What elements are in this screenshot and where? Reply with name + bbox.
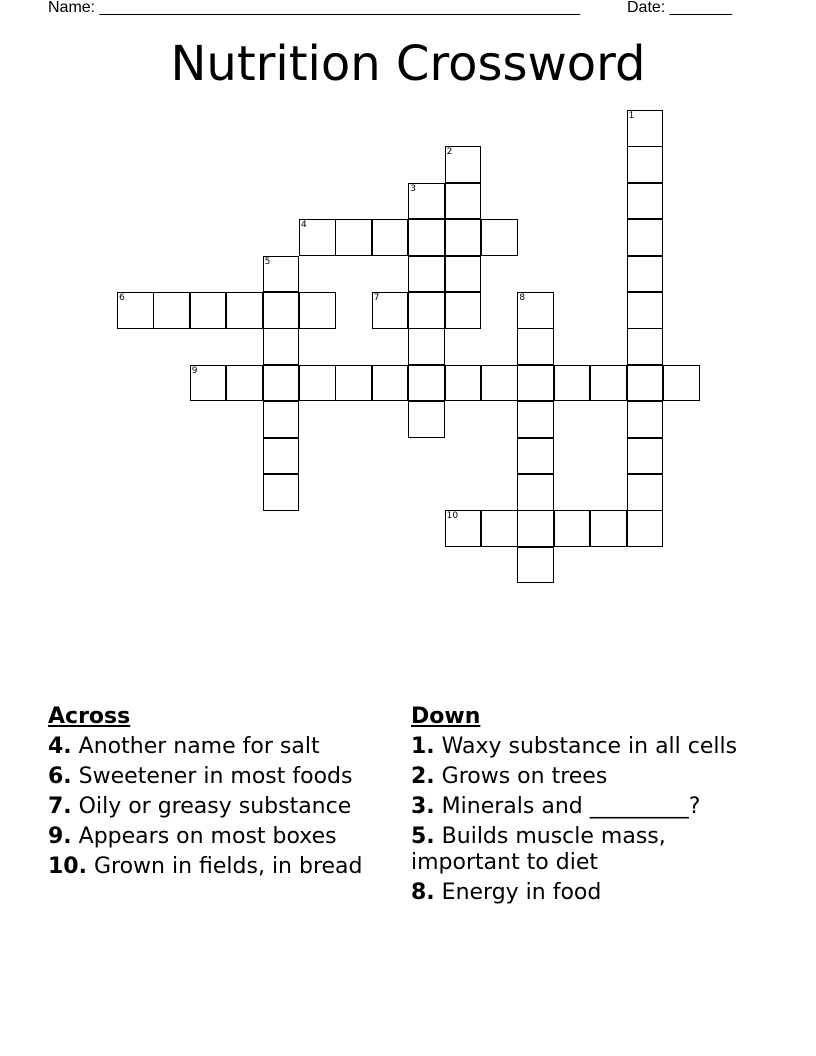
grid-cell[interactable]	[445, 146, 482, 183]
grid-cell[interactable]	[153, 292, 190, 329]
grid-cell[interactable]	[299, 365, 336, 402]
clue-text: Waxy substance in all cells	[434, 734, 738, 759]
grid-cell[interactable]	[590, 510, 627, 547]
grid-cell[interactable]	[263, 365, 300, 402]
cell-number: 5	[264, 256, 271, 267]
grid-cell[interactable]	[408, 256, 445, 293]
clue-number: 3.	[411, 794, 435, 819]
grid-cell[interactable]	[517, 365, 554, 402]
grid-cell[interactable]	[335, 219, 372, 256]
clue-text: Oily or greasy substance	[71, 794, 352, 819]
grid-cell[interactable]	[445, 183, 482, 220]
clue-text: Sweetener in most foods	[71, 764, 353, 789]
grid-cell[interactable]	[372, 365, 409, 402]
grid-cell[interactable]	[627, 328, 664, 365]
grid-cell[interactable]	[517, 547, 554, 584]
grid-cell[interactable]	[190, 292, 227, 329]
grid-cell[interactable]	[408, 292, 445, 329]
clue-number: 6.	[48, 764, 72, 789]
across-clue	[48, 794, 388, 820]
cell-number: 3	[410, 183, 416, 194]
grid-cell[interactable]	[627, 365, 664, 402]
cell-number: 6	[119, 293, 125, 303]
grid-cell[interactable]	[408, 401, 445, 438]
down-heading: Down	[411, 704, 481, 729]
clue-text: Grows on trees	[434, 764, 608, 789]
grid-cell[interactable]	[117, 292, 154, 329]
cell-number: 1	[628, 111, 635, 121]
grid-cell[interactable]	[372, 219, 409, 256]
grid-cell[interactable]	[372, 292, 409, 329]
clue-text: Energy in food	[434, 880, 602, 905]
date-field[interactable]: Date: _______	[627, 0, 732, 16]
grid-cell[interactable]	[445, 256, 482, 293]
cell-number: 8	[519, 293, 526, 303]
grid-cell[interactable]	[190, 365, 227, 402]
clue-number: 10.	[48, 854, 87, 879]
across-clue	[48, 764, 388, 790]
down-clue	[411, 794, 751, 820]
cell-number: 4	[301, 220, 307, 231]
down-clues	[411, 702, 751, 910]
grid-cell[interactable]	[627, 292, 664, 329]
grid-cell[interactable]	[627, 510, 664, 547]
grid-cell[interactable]	[517, 510, 554, 547]
clue-text: Minerals and _________?	[434, 794, 701, 819]
down-clue	[411, 734, 751, 760]
grid-cell[interactable]	[517, 292, 554, 329]
grid-cell[interactable]	[408, 365, 445, 402]
clue-text: Another name for salt	[71, 734, 320, 759]
grid-cell[interactable]	[627, 146, 664, 183]
clue-number: 7.	[48, 794, 72, 819]
grid-cell[interactable]	[408, 219, 445, 256]
grid-cell[interactable]	[445, 292, 482, 329]
name-field[interactable]: Name: ______________________________________________________	[48, 0, 581, 16]
grid-cell[interactable]	[627, 474, 664, 511]
grid-cell[interactable]	[517, 401, 554, 438]
cell-number: 7	[373, 293, 380, 303]
clue-text: Builds muscle mass, important to diet	[411, 824, 666, 875]
cell-number: 2	[446, 147, 453, 158]
grid-cell[interactable]	[627, 183, 664, 220]
grid-cell[interactable]	[445, 219, 482, 256]
grid-cell[interactable]	[263, 328, 300, 365]
grid-cell[interactable]	[263, 292, 300, 329]
grid-cell[interactable]	[445, 365, 482, 402]
grid-cell[interactable]	[481, 510, 518, 547]
clue-number: 9.	[48, 824, 72, 849]
clue-number: 8.	[411, 880, 435, 905]
grid-cell[interactable]	[627, 438, 664, 475]
grid-cell[interactable]	[554, 510, 591, 547]
across-clues	[48, 702, 388, 884]
clue-number: 4.	[48, 734, 72, 759]
across-clue	[48, 854, 388, 880]
grid-cell[interactable]	[481, 219, 518, 256]
grid-cell[interactable]	[481, 365, 518, 402]
clue-text: Grown in fields, in bread	[86, 854, 363, 879]
across-heading: Across	[48, 704, 131, 729]
cell-number: 10	[446, 511, 459, 522]
grid-cell[interactable]	[517, 474, 554, 511]
grid-cell[interactable]	[590, 365, 627, 402]
across-clue	[48, 734, 388, 760]
down-clue	[411, 880, 751, 906]
grid-cell[interactable]	[627, 256, 664, 293]
grid-cell[interactable]	[517, 438, 554, 475]
grid-cell[interactable]	[663, 365, 700, 402]
clue-text: Appears on most boxes	[71, 824, 337, 849]
grid-cell[interactable]	[299, 219, 336, 256]
grid-cell[interactable]	[335, 365, 372, 402]
cell-number: 9	[191, 365, 198, 376]
grid-cell[interactable]	[445, 510, 482, 547]
grid-cell[interactable]	[408, 328, 445, 365]
across-clue	[48, 824, 388, 850]
down-clue	[411, 764, 751, 790]
page-title: Nutrition Crossword	[170, 36, 646, 92]
grid-cell[interactable]	[554, 365, 591, 402]
grid-cell[interactable]	[263, 438, 300, 475]
grid-cell[interactable]	[627, 110, 664, 147]
grid-cell[interactable]	[408, 183, 445, 220]
clue-number: 5.	[411, 824, 435, 849]
clue-number: 2.	[411, 764, 435, 789]
grid-cell[interactable]	[627, 219, 664, 256]
grid-cell[interactable]	[226, 365, 263, 402]
grid-cell[interactable]	[263, 256, 300, 293]
grid-cell[interactable]	[263, 401, 300, 438]
clue-number: 1.	[411, 734, 435, 759]
grid-cell[interactable]	[299, 292, 336, 329]
grid-cell[interactable]	[263, 474, 300, 511]
grid-cell[interactable]	[517, 328, 554, 365]
grid-cell[interactable]	[226, 292, 263, 329]
down-clue	[411, 824, 751, 876]
grid-cell[interactable]	[627, 401, 664, 438]
